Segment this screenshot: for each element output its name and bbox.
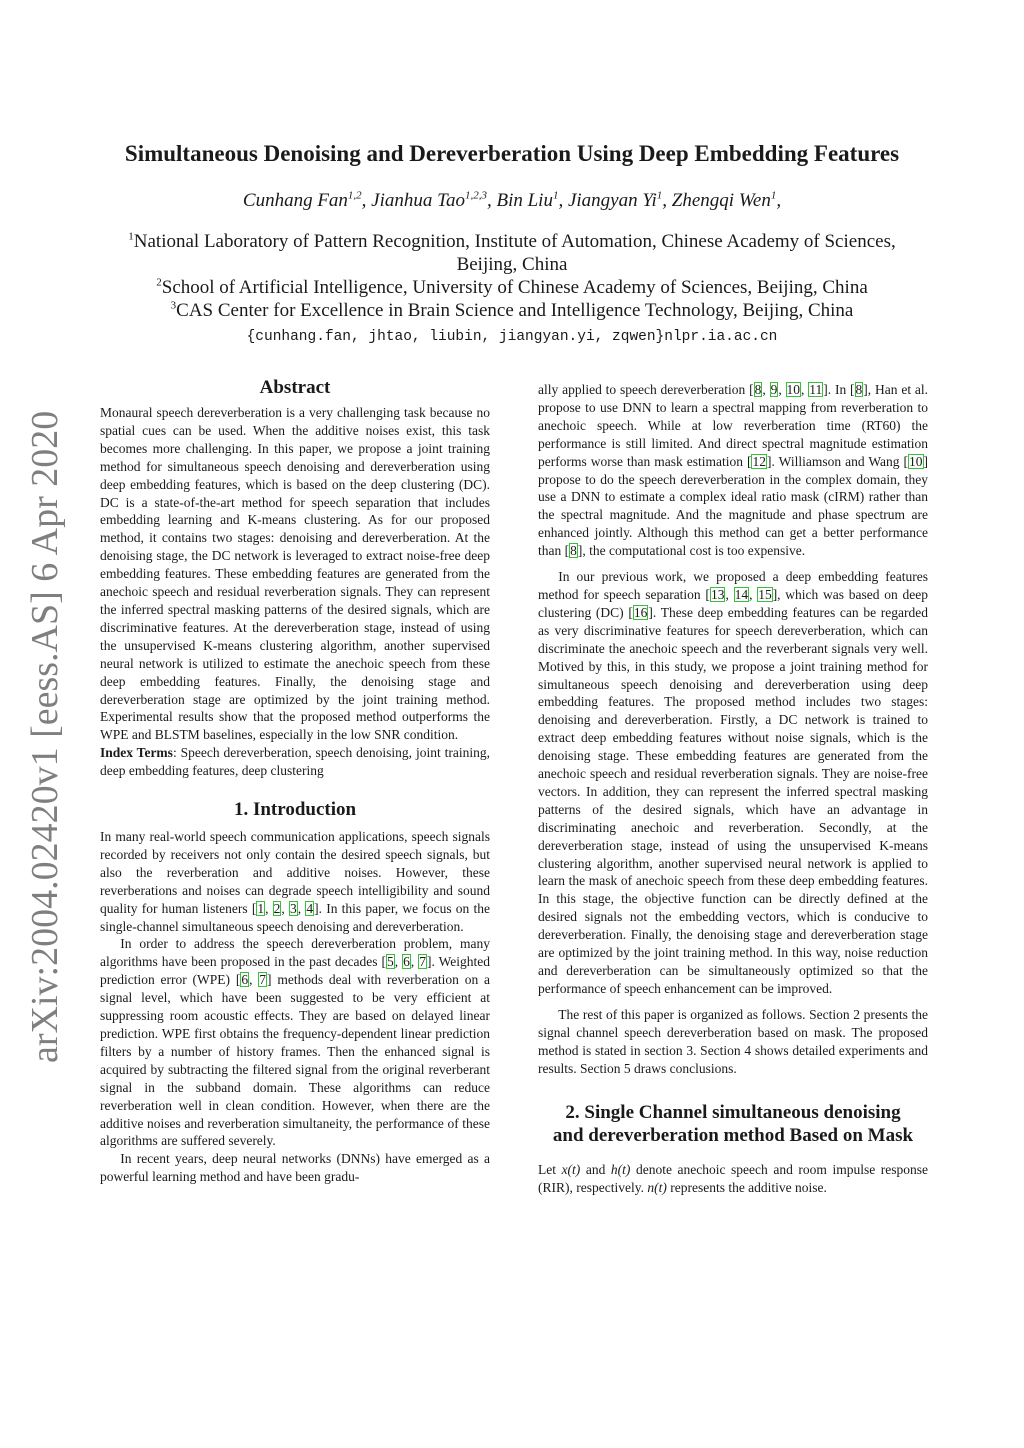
citation-link[interactable]: 12 bbox=[752, 453, 766, 469]
citation-link[interactable]: 10 bbox=[786, 382, 801, 397]
citation-link[interactable]: 7 bbox=[419, 954, 426, 970]
abstract-heading: Abstract bbox=[259, 377, 331, 398]
intro-paragraph: In many real-world speech communication applications, speech signals recorded by receivers not only contain the desired speech signals, but also the reverberation and additive noises. However, these reverberations and noises can degrade speech intelligibility and sound quality for human listeners [1, 2, 3, 4]. In this paper, we focus on the single-channel simultaneous speech denoising and dereverberation. bbox=[100, 829, 491, 934]
citation-link[interactable]: 9 bbox=[770, 382, 778, 397]
intro-paragraph: In recent years, deep neural networks (DNNs) have emerged as a powerful learning method and have been gradu- bbox=[100, 1151, 490, 1185]
citation-link[interactable]: 15 bbox=[758, 586, 772, 602]
left-column bbox=[100, 376, 490, 1186]
affiliation: $^3$CAS Center for Excellence in Brain Science and Intelligence Technology, Beijing, China bbox=[170, 299, 854, 321]
intro-paragraph: In order to address the speech dereverberation problem, many algorithms have been proposed in the past decades [5, 6, 7]. Weighted prediction error (WPE) [6, 7] methods deal with reverberation on a signal level, which have been suggested to be very efficient at suppressing room acoustic effects. They are based on delayed linear prediction. WPE first obtains the frequency-dependent linear prediction filters by a number of history frames. Then the enhanced signal is acquired by subtracting the filtered signal from the original reverberant signal in the subband domain. These algorithms can reduce reverberation well in clean condition. However, when there are the additive noises and reverberation simultaneity, the performance of these algorithms are suffered severely. bbox=[100, 936, 490, 1149]
citation-link[interactable]: 2 bbox=[273, 900, 281, 916]
affiliations bbox=[120, 230, 904, 349]
citation-link[interactable]: 16 bbox=[633, 604, 648, 620]
author-affil-sup: 1,2 bbox=[347, 189, 362, 202]
intro-paragraph-continued: ally applied to speech dereverberation [8, 9, 10, 11]. In [8], Han et al. propose to use DNN to learn a spectral mapping from reverberation to anechoic speech. While at low reverberation time (RT60) the performance is still limited. And direct spectral magnitude estimation performs worse than mask estimation [12]. Williamson and Wang [10] propose to do the speech dereverberation in the complex domain, they use a DNN to estimate a complex ideal ratio mask (cIRM) rather than the spectral magnitude. And the magnitude and phase spectrum are enhanced jointly. Although this method can get a better performance than [8], the computational cost is too expensive. bbox=[538, 382, 929, 559]
author-name: Bin Liu bbox=[496, 190, 553, 211]
introduction-heading: 1. Introduction bbox=[233, 799, 357, 821]
citation-link[interactable]: 3 bbox=[290, 900, 297, 916]
author-affil-sup: 1 bbox=[770, 189, 777, 202]
affiliation: $^2$School of Artificial Intelligence, University of Chinese Academy of Sciences, Beijing, China bbox=[156, 276, 868, 298]
citation-link[interactable]: 8 bbox=[570, 543, 577, 559]
index-terms: Index Terms: Speech dereverberation, speech denoising, joint training, deep embedding features, deep clustering bbox=[100, 745, 490, 779]
citation-link[interactable]: 5 bbox=[387, 954, 394, 970]
affiliation: $^1$National Laboratory of Pattern Recognition, Institute of Automation, Chinese Academy of Sciences, Beijing, China bbox=[128, 230, 896, 275]
author-name: Jianhua Tao bbox=[371, 190, 465, 211]
author-affil-sup: 1,2,3 bbox=[464, 189, 487, 202]
citation-link[interactable]: 10 bbox=[909, 453, 923, 469]
citation-link[interactable]: 13 bbox=[710, 586, 725, 602]
intro-paragraph: The rest of this paper is organized as follows. Section 2 presents the signal channel speech dereverberation based on mask. The proposed method is stated in section 3. Section 4 shows detailed experiments and results. Section 5 draws conclusions. bbox=[538, 1006, 928, 1076]
citation-link[interactable]: 4 bbox=[306, 900, 314, 916]
author-affil-sup: 1 bbox=[656, 189, 663, 202]
citation-link[interactable]: 8 bbox=[754, 382, 762, 397]
math-h-t: h(t) bbox=[610, 1162, 631, 1178]
citation-link[interactable]: 1 bbox=[257, 900, 265, 916]
author-email: {cunhang.fan, jhtao, liubin, jiangyan.yi, zqwen}nlpr.ia.ac.cn bbox=[246, 329, 778, 345]
author-affil-sup: 1 bbox=[552, 189, 559, 202]
citation-link[interactable]: 8 bbox=[855, 382, 863, 397]
abstract-body: Monaural speech dereverberation is a very challenging task because no spatial cues can be used. When the additive noises exist, this task becomes more challenging. In this paper, we propose a joint training method for simultaneous speech denoising and dereverberation using deep embedding features, which is based on the deep clustering (DC). DC is a state-of-the-art method for speech separation that includes embedding learning and K-means clustering. As for our proposed method, it contains two stages: denoising and dereverberation. At the denoising stage, the DC network is leveraged to extract noise-free deep embedding features. These embedding features are generated from the anechoic speech and residual reverberation signals. They can represent the inferred spectral masking patterns of the desired signals, which are discriminative features. At the dereverberation stage, instead of using the unsupervised K-means clustering algorithm, another supervised neural network is utilized to estimate the anechoic speech from these deep embedding features. Finally, the denoising stage and dereverberation stage are optimized by the joint training method. Experimental results show that the proposed method outperforms the WPE and BLSTM baselines, especially in the low SNR condition. bbox=[100, 405, 490, 743]
math-x-t: x(t) bbox=[561, 1162, 581, 1178]
citation-link[interactable]: 11 bbox=[809, 382, 823, 397]
citation-link[interactable]: 6 bbox=[241, 972, 249, 988]
author-name: Cunhang Fan bbox=[242, 190, 348, 211]
paper-title: Simultaneous Denoising and Dereverberation Using Deep Embedding Features bbox=[124, 141, 900, 166]
author-list: Cunhang Fan$^{1,2}$, Jianhua Tao$^{1,2,3}$, Bin Liu$^1$, Jiangyan Yi$^1$, Zhengqi Wen$^1$, bbox=[242, 189, 782, 211]
arxiv-identifier: arXiv:2004.02420v1 [eess.AS] 6 Apr 2020 bbox=[24, 410, 66, 1063]
author-name: Zhengqi Wen bbox=[671, 190, 771, 211]
section-2-heading: 2. Single Channel simultaneous denoising and dereverberation method Based on Mask bbox=[552, 1102, 914, 1147]
citation-link[interactable]: 7 bbox=[259, 972, 267, 988]
citation-link[interactable]: 14 bbox=[734, 586, 749, 602]
math-n-t: n(t) bbox=[647, 1180, 667, 1196]
right-column bbox=[538, 381, 928, 1197]
citation-link[interactable]: 6 bbox=[403, 954, 410, 970]
section-2-paragraph: Let x(t) and h(t) denote anechoic speech and room impulse response (RIR), respectively. n(t) represents the additive noise. bbox=[538, 1162, 929, 1196]
intro-paragraph: In our previous work, we proposed a deep embedding features method for speech separation [13, 14, 15], which was based on deep clustering (DC) [16]. These deep embedding features can be regarded as very discriminative features for speech dereverberation, which can discriminate the anechoic speech and the reverberant signals very well. Motived by this, in this study, we propose a joint training method for simultaneous speech denoising and dereverberation using deep embedding features. The proposed method includes two stages: denoising and dereverberation. Firstly, a DC network is trained to extract deep embedding features without noise signals, which is the denoising stage. These embedding features are generated from the anechoic speech and residual reverberation signals. They are noise-free vectors. In addition, they can represent the inferred spectral masking patterns of the desired signals, which have an advantage in discriminating anechoic and reverberation. Secondly, at the dereverberation stage, instead of using the unsupervised K-means clustering algorithm, another supervised neural network is applied to learn the mask of anechoic speech from these deep embedding features. In this stage, the objective function can be directly defined at the desired signals not the embedding vectors, which is conducive to dereverberation. Finally, the denoising stage and dereverberation stage are optimized by the joint training method. In this way, noise reduction and dereverberation can be simultaneously optimized so that the performance of speech enhancement can be improved. bbox=[538, 569, 929, 996]
index-terms-label: Index Terms bbox=[100, 745, 173, 761]
author-name: Jiangyan Yi bbox=[567, 190, 657, 211]
